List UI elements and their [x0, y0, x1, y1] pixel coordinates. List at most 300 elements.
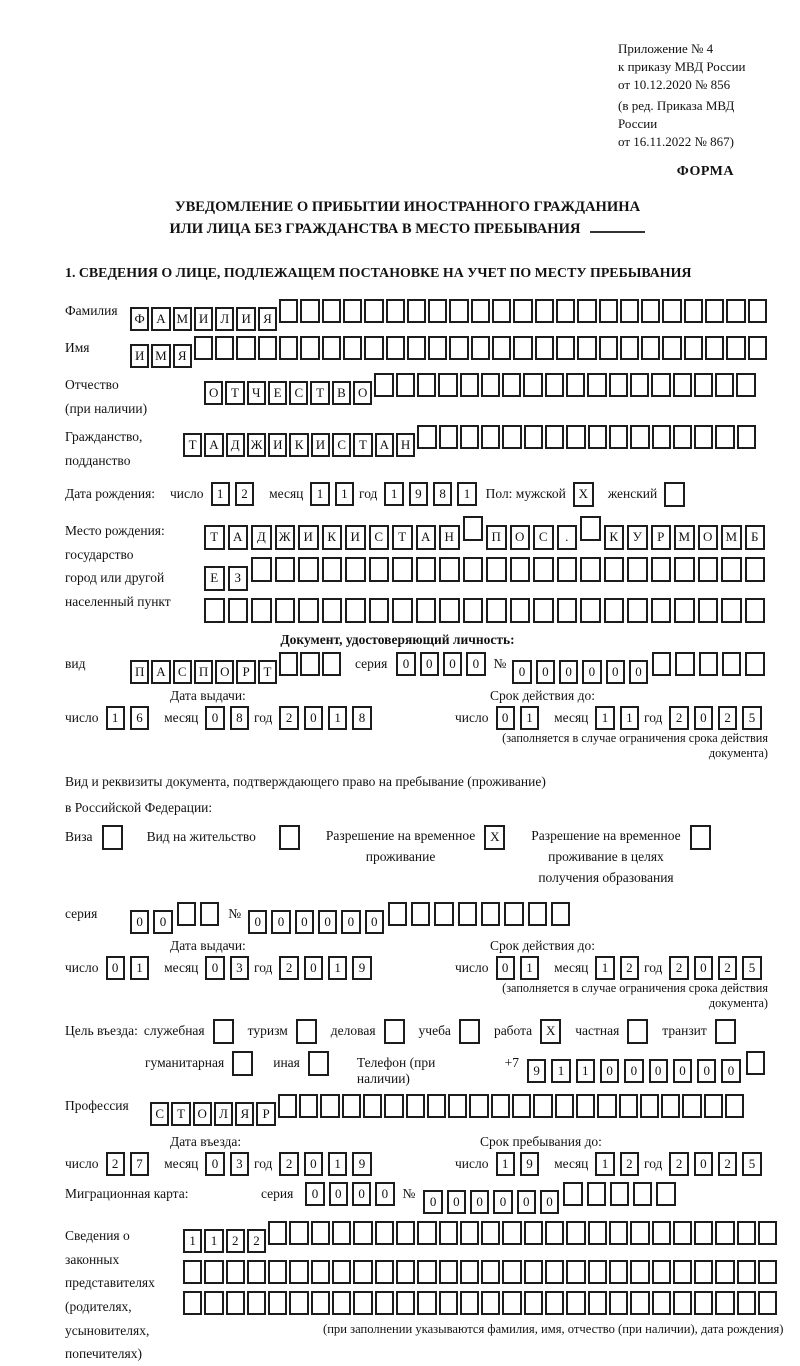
char-cell[interactable] — [673, 1221, 692, 1245]
char-cell[interactable]: 8 — [352, 706, 371, 730]
char-cell[interactable] — [502, 425, 521, 449]
char-cell[interactable] — [630, 373, 649, 397]
char-cell[interactable] — [533, 557, 554, 582]
char-cell[interactable] — [406, 1094, 425, 1118]
char-cell[interactable]: 1 — [310, 482, 329, 506]
char-cell[interactable]: Б — [745, 525, 766, 550]
char-cell[interactable] — [439, 1260, 458, 1284]
char-cell[interactable] — [300, 336, 319, 360]
char-cell[interactable]: 1 — [551, 1059, 570, 1083]
char-cell[interactable]: 3 — [230, 956, 249, 980]
citizenship-input[interactable] — [183, 425, 758, 457]
char-cell[interactable]: Е — [204, 566, 225, 591]
stay-day-input[interactable] — [496, 1152, 545, 1176]
char-cell[interactable]: 0 — [540, 1190, 559, 1214]
char-cell[interactable] — [580, 516, 601, 541]
checkbox-cell[interactable] — [308, 1051, 329, 1076]
char-cell[interactable] — [673, 373, 692, 397]
char-cell[interactable] — [566, 1221, 585, 1245]
char-cell[interactable]: 0 — [606, 660, 625, 684]
char-cell[interactable]: 2 — [669, 1152, 688, 1176]
char-cell[interactable]: 0 — [205, 706, 224, 730]
char-cell[interactable]: Т — [310, 381, 329, 405]
char-cell[interactable] — [439, 425, 458, 449]
char-cell[interactable] — [375, 1260, 394, 1284]
char-cell[interactable] — [630, 1221, 649, 1245]
char-cell[interactable] — [736, 373, 755, 397]
char-cell[interactable] — [684, 299, 703, 323]
purpose-commercial-checkbox[interactable] — [384, 1019, 407, 1044]
char-cell[interactable]: И — [311, 433, 330, 457]
char-cell[interactable] — [580, 557, 601, 582]
char-cell[interactable] — [374, 373, 393, 397]
char-cell[interactable] — [322, 557, 343, 582]
char-cell[interactable] — [417, 425, 436, 449]
char-cell[interactable] — [737, 1260, 756, 1284]
char-cell[interactable]: О — [353, 381, 372, 405]
char-cell[interactable] — [599, 336, 618, 360]
char-cell[interactable] — [353, 1260, 372, 1284]
rvp-valid-month-input[interactable] — [595, 956, 644, 980]
char-cell[interactable]: 0 — [205, 956, 224, 980]
char-cell[interactable]: Я — [235, 1102, 254, 1126]
char-cell[interactable] — [502, 1291, 521, 1315]
stay-year-input[interactable] — [669, 1152, 766, 1176]
char-cell[interactable] — [226, 1291, 245, 1315]
char-cell[interactable] — [396, 373, 415, 397]
char-cell[interactable] — [652, 1221, 671, 1245]
char-cell[interactable] — [439, 1221, 458, 1245]
char-cell[interactable] — [715, 1291, 734, 1315]
char-cell[interactable] — [722, 652, 741, 676]
char-cell[interactable]: К — [289, 433, 308, 457]
char-cell[interactable] — [353, 1291, 372, 1315]
char-cell[interactable] — [278, 1094, 297, 1118]
char-cell[interactable]: 0 — [352, 1182, 371, 1206]
char-cell[interactable] — [471, 336, 490, 360]
char-cell[interactable] — [298, 598, 319, 623]
char-cell[interactable] — [332, 1291, 351, 1315]
char-cell[interactable]: М — [721, 525, 742, 550]
char-cell[interactable] — [698, 598, 719, 623]
char-cell[interactable]: 1 — [457, 482, 476, 506]
char-cell[interactable]: Р — [651, 525, 672, 550]
char-cell[interactable]: 2 — [279, 956, 298, 980]
char-cell[interactable] — [251, 598, 272, 623]
char-cell[interactable] — [748, 336, 767, 360]
char-cell[interactable] — [737, 1221, 756, 1245]
char-cell[interactable] — [200, 902, 219, 926]
char-cell[interactable] — [748, 299, 767, 323]
char-cell[interactable]: 2 — [620, 956, 639, 980]
char-cell[interactable]: П — [130, 660, 149, 684]
char-cell[interactable] — [524, 1221, 543, 1245]
char-cell[interactable] — [545, 1221, 564, 1245]
char-cell[interactable] — [745, 557, 766, 582]
checkbox-cell[interactable] — [664, 482, 685, 507]
char-cell[interactable] — [721, 598, 742, 623]
birth-day-input[interactable] — [211, 482, 260, 506]
checkbox-cell[interactable] — [232, 1051, 253, 1076]
char-cell[interactable] — [268, 1260, 287, 1284]
char-cell[interactable] — [599, 299, 618, 323]
char-cell[interactable]: 0 — [443, 652, 462, 676]
doc-issue-day-input[interactable] — [106, 706, 155, 730]
checkbox-cell[interactable] — [690, 825, 711, 850]
char-cell[interactable] — [204, 1260, 223, 1284]
char-cell[interactable] — [427, 1094, 446, 1118]
char-cell[interactable]: Т — [353, 433, 372, 457]
char-cell[interactable]: А — [204, 433, 223, 457]
char-cell[interactable] — [449, 336, 468, 360]
char-cell[interactable]: 2 — [279, 1152, 298, 1176]
char-cell[interactable] — [758, 1291, 777, 1315]
edu-residence-checkbox[interactable] — [690, 825, 713, 850]
char-cell[interactable] — [758, 1260, 777, 1284]
char-cell[interactable] — [275, 557, 296, 582]
char-cell[interactable] — [745, 598, 766, 623]
purpose-other-checkbox[interactable] — [308, 1051, 331, 1076]
char-cell[interactable]: 0 — [304, 706, 323, 730]
char-cell[interactable] — [510, 598, 531, 623]
char-cell[interactable] — [694, 1260, 713, 1284]
checkbox-cell[interactable] — [296, 1019, 317, 1044]
char-cell[interactable]: 0 — [600, 1059, 619, 1083]
birth-year-input[interactable] — [384, 482, 481, 506]
char-cell[interactable] — [460, 1260, 479, 1284]
char-cell[interactable] — [512, 1094, 531, 1118]
char-cell[interactable] — [721, 557, 742, 582]
char-cell[interactable]: И — [268, 433, 287, 457]
char-cell[interactable] — [504, 902, 523, 926]
char-cell[interactable]: Т — [258, 660, 277, 684]
char-cell[interactable]: 1 — [328, 956, 347, 980]
char-cell[interactable] — [463, 516, 484, 541]
char-cell[interactable] — [289, 1221, 308, 1245]
char-cell[interactable] — [492, 299, 511, 323]
char-cell[interactable] — [699, 652, 718, 676]
char-cell[interactable] — [298, 557, 319, 582]
char-cell[interactable] — [533, 598, 554, 623]
char-cell[interactable]: 0 — [624, 1059, 643, 1083]
char-cell[interactable]: 8 — [230, 706, 249, 730]
char-cell[interactable]: 0 — [721, 1059, 740, 1083]
char-cell[interactable] — [535, 336, 554, 360]
rvp-issue-day-input[interactable] — [106, 956, 155, 980]
char-cell[interactable]: И — [345, 525, 366, 550]
char-cell[interactable] — [715, 373, 734, 397]
char-cell[interactable]: 0 — [447, 1190, 466, 1214]
entry-year-input[interactable] — [279, 1152, 376, 1176]
char-cell[interactable]: 2 — [718, 956, 737, 980]
char-cell[interactable]: 1 — [595, 956, 614, 980]
char-cell[interactable]: 0 — [694, 1152, 713, 1176]
char-cell[interactable] — [694, 1221, 713, 1245]
char-cell[interactable] — [652, 425, 671, 449]
purpose-tourism-checkbox[interactable] — [296, 1019, 319, 1044]
char-cell[interactable] — [726, 299, 745, 323]
char-cell[interactable]: 0 — [536, 660, 555, 684]
char-cell[interactable] — [322, 652, 341, 676]
char-cell[interactable] — [439, 557, 460, 582]
char-cell[interactable] — [299, 1094, 318, 1118]
char-cell[interactable]: Р — [256, 1102, 275, 1126]
char-cell[interactable]: 0 — [697, 1059, 716, 1083]
char-cell[interactable] — [524, 1260, 543, 1284]
char-cell[interactable]: И — [194, 307, 213, 331]
char-cell[interactable]: Л — [214, 1102, 233, 1126]
char-cell[interactable] — [438, 373, 457, 397]
char-cell[interactable] — [194, 336, 213, 360]
char-cell[interactable] — [513, 336, 532, 360]
char-cell[interactable] — [258, 336, 277, 360]
char-cell[interactable] — [545, 1260, 564, 1284]
char-cell[interactable] — [279, 336, 298, 360]
char-cell[interactable] — [587, 1182, 606, 1206]
char-cell[interactable] — [469, 1094, 488, 1118]
char-cell[interactable] — [449, 299, 468, 323]
char-cell[interactable] — [332, 1260, 351, 1284]
char-cell[interactable] — [662, 299, 681, 323]
char-cell[interactable] — [392, 557, 413, 582]
char-cell[interactable] — [460, 373, 479, 397]
char-cell[interactable] — [375, 1221, 394, 1245]
char-cell[interactable] — [758, 1221, 777, 1245]
char-cell[interactable]: Т — [225, 381, 244, 405]
char-cell[interactable]: 0 — [649, 1059, 668, 1083]
char-cell[interactable] — [458, 902, 477, 926]
entry-month-input[interactable] — [205, 1152, 254, 1176]
char-cell[interactable] — [557, 598, 578, 623]
char-cell[interactable] — [746, 1051, 765, 1075]
doc-valid-day-input[interactable] — [496, 706, 545, 730]
char-cell[interactable] — [737, 1291, 756, 1315]
char-cell[interactable] — [460, 425, 479, 449]
char-cell[interactable]: В — [332, 381, 351, 405]
char-cell[interactable]: 8 — [433, 482, 452, 506]
char-cell[interactable]: 0 — [271, 910, 290, 934]
char-cell[interactable]: А — [151, 660, 170, 684]
char-cell[interactable] — [745, 652, 764, 676]
char-cell[interactable]: 2 — [718, 1152, 737, 1176]
char-cell[interactable] — [587, 373, 606, 397]
visa-checkbox[interactable] — [102, 825, 125, 850]
char-cell[interactable] — [627, 598, 648, 623]
char-cell[interactable]: М — [173, 307, 192, 331]
char-cell[interactable] — [556, 299, 575, 323]
char-cell[interactable]: 9 — [520, 1152, 539, 1176]
doc-valid-year-input[interactable] — [669, 706, 766, 730]
rvp-valid-year-input[interactable] — [669, 956, 766, 980]
char-cell[interactable] — [682, 1094, 701, 1118]
char-cell[interactable] — [342, 1094, 361, 1118]
char-cell[interactable] — [396, 1291, 415, 1315]
char-cell[interactable] — [674, 598, 695, 623]
char-cell[interactable]: 0 — [629, 660, 648, 684]
char-cell[interactable]: 1 — [496, 1152, 515, 1176]
char-cell[interactable]: 0 — [470, 1190, 489, 1214]
char-cell[interactable] — [588, 1291, 607, 1315]
char-cell[interactable] — [279, 652, 298, 676]
char-cell[interactable]: Я — [258, 307, 277, 331]
char-cell[interactable] — [576, 1094, 595, 1118]
char-cell[interactable]: 0 — [205, 1152, 224, 1176]
char-cell[interactable]: П — [194, 660, 213, 684]
char-cell[interactable]: И — [236, 307, 255, 331]
checkbox-cell[interactable] — [102, 825, 123, 850]
mc-seriya-input[interactable] — [305, 1182, 398, 1206]
char-cell[interactable]: 1 — [576, 1059, 595, 1083]
char-cell[interactable] — [566, 1291, 585, 1315]
temp-residence-checkbox[interactable] — [484, 825, 507, 850]
char-cell[interactable] — [588, 425, 607, 449]
char-cell[interactable]: 0 — [559, 660, 578, 684]
char-cell[interactable]: И — [298, 525, 319, 550]
char-cell[interactable] — [460, 1291, 479, 1315]
char-cell[interactable] — [481, 902, 500, 926]
char-cell[interactable] — [416, 598, 437, 623]
char-cell[interactable] — [633, 1182, 652, 1206]
char-cell[interactable]: 1 — [595, 1152, 614, 1176]
char-cell[interactable] — [463, 598, 484, 623]
purpose-transit-checkbox[interactable] — [715, 1019, 738, 1044]
char-cell[interactable] — [471, 299, 490, 323]
char-cell[interactable]: 0 — [248, 910, 267, 934]
char-cell[interactable] — [215, 336, 234, 360]
patronymic-input[interactable] — [204, 373, 758, 405]
char-cell[interactable] — [417, 1221, 436, 1245]
char-cell[interactable] — [439, 598, 460, 623]
char-cell[interactable] — [641, 299, 660, 323]
char-cell[interactable] — [311, 1291, 330, 1315]
char-cell[interactable] — [604, 557, 625, 582]
char-cell[interactable]: 0 — [496, 956, 515, 980]
char-cell[interactable] — [492, 336, 511, 360]
surname-input[interactable] — [130, 299, 769, 331]
char-cell[interactable]: Н — [396, 433, 415, 457]
char-cell[interactable]: С — [533, 525, 554, 550]
char-cell[interactable] — [375, 1291, 394, 1315]
char-cell[interactable] — [183, 1291, 202, 1315]
char-cell[interactable] — [620, 336, 639, 360]
char-cell[interactable]: 9 — [409, 482, 428, 506]
char-cell[interactable]: А — [416, 525, 437, 550]
char-cell[interactable] — [481, 1221, 500, 1245]
char-cell[interactable]: 9 — [352, 1152, 371, 1176]
checkbox-cell[interactable] — [715, 1019, 736, 1044]
char-cell[interactable] — [684, 336, 703, 360]
char-cell[interactable]: 0 — [582, 660, 601, 684]
char-cell[interactable] — [322, 598, 343, 623]
char-cell[interactable] — [386, 299, 405, 323]
char-cell[interactable]: Т — [183, 433, 202, 457]
char-cell[interactable] — [694, 425, 713, 449]
char-cell[interactable] — [345, 598, 366, 623]
char-cell[interactable] — [523, 373, 542, 397]
char-cell[interactable] — [279, 299, 298, 323]
char-cell[interactable] — [363, 1094, 382, 1118]
char-cell[interactable] — [434, 902, 453, 926]
char-cell[interactable] — [652, 652, 671, 676]
char-cell[interactable] — [704, 1094, 723, 1118]
char-cell[interactable]: 2 — [247, 1229, 266, 1253]
char-cell[interactable]: 0 — [130, 910, 149, 934]
stay-month-input[interactable] — [595, 1152, 644, 1176]
char-cell[interactable]: С — [150, 1102, 169, 1126]
representatives-line2-input[interactable] — [183, 1260, 783, 1284]
birth-place-line3-input[interactable] — [204, 598, 768, 623]
profession-input[interactable] — [150, 1094, 746, 1126]
char-cell[interactable]: К — [322, 525, 343, 550]
char-cell[interactable] — [630, 1260, 649, 1284]
char-cell[interactable] — [580, 598, 601, 623]
doc-issue-year-input[interactable] — [279, 706, 376, 730]
checkbox-cell[interactable] — [384, 1019, 405, 1044]
char-cell[interactable]: Ч — [247, 381, 266, 405]
char-cell[interactable] — [268, 1221, 287, 1245]
char-cell[interactable]: 1 — [183, 1229, 202, 1253]
checkbox-cell[interactable]: X — [573, 482, 594, 507]
char-cell[interactable] — [417, 373, 436, 397]
char-cell[interactable] — [322, 336, 341, 360]
char-cell[interactable]: 2 — [106, 1152, 125, 1176]
char-cell[interactable] — [386, 336, 405, 360]
char-cell[interactable] — [619, 1094, 638, 1118]
char-cell[interactable] — [396, 1260, 415, 1284]
char-cell[interactable] — [566, 1260, 585, 1284]
char-cell[interactable]: С — [369, 525, 390, 550]
char-cell[interactable]: 0 — [304, 1152, 323, 1176]
char-cell[interactable] — [630, 1291, 649, 1315]
purpose-humanitarian-checkbox[interactable] — [232, 1051, 255, 1076]
char-cell[interactable] — [486, 557, 507, 582]
char-cell[interactable] — [251, 557, 272, 582]
char-cell[interactable]: 1 — [384, 482, 403, 506]
char-cell[interactable] — [545, 1291, 564, 1315]
char-cell[interactable] — [610, 1182, 629, 1206]
char-cell[interactable] — [392, 598, 413, 623]
char-cell[interactable]: 9 — [352, 956, 371, 980]
char-cell[interactable]: 0 — [694, 956, 713, 980]
char-cell[interactable] — [204, 598, 225, 623]
char-cell[interactable]: Р — [236, 660, 255, 684]
char-cell[interactable] — [289, 1291, 308, 1315]
char-cell[interactable] — [311, 1260, 330, 1284]
char-cell[interactable]: 0 — [106, 956, 125, 980]
birth-month-input[interactable] — [310, 482, 359, 506]
char-cell[interactable] — [226, 1260, 245, 1284]
char-cell[interactable]: 5 — [742, 706, 761, 730]
char-cell[interactable] — [364, 299, 383, 323]
char-cell[interactable]: 2 — [669, 706, 688, 730]
char-cell[interactable] — [577, 336, 596, 360]
char-cell[interactable]: 0 — [304, 956, 323, 980]
char-cell[interactable]: 5 — [742, 956, 761, 980]
representatives-line3-input[interactable] — [183, 1291, 783, 1315]
char-cell[interactable] — [609, 373, 628, 397]
char-cell[interactable]: 1 — [328, 1152, 347, 1176]
char-cell[interactable] — [673, 1291, 692, 1315]
representatives-line1-input[interactable] — [183, 1221, 783, 1253]
char-cell[interactable] — [737, 425, 756, 449]
char-cell[interactable]: С — [289, 381, 308, 405]
char-cell[interactable]: 0 — [153, 910, 172, 934]
doc-kind-input[interactable] — [130, 652, 343, 684]
purpose-private-checkbox[interactable] — [627, 1019, 650, 1044]
char-cell[interactable]: 1 — [595, 706, 614, 730]
char-cell[interactable]: О — [698, 525, 719, 550]
char-cell[interactable]: 0 — [396, 652, 415, 676]
